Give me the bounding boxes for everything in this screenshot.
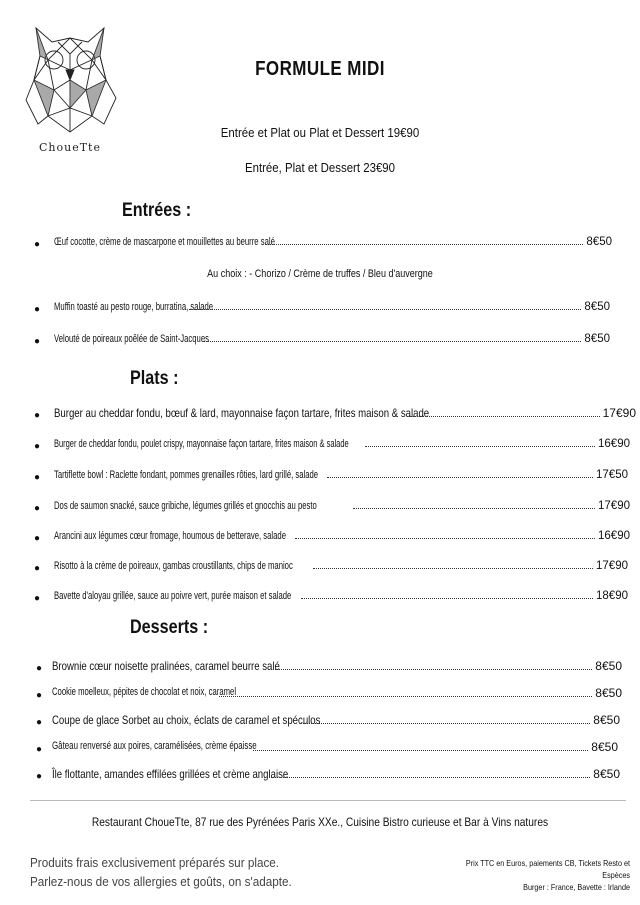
dessert-label: Coupe de glace Sorbet au choix, éclats de caramel et spéculos [52,713,321,727]
entrees-heading: Entrées : [122,200,192,221]
bullet: ● [36,771,43,782]
bullet: ● [34,304,41,315]
fresh-products-note [30,853,292,891]
dessert-row [216,686,622,700]
plat-row [310,560,628,572]
entree-options-note: Au choix : - Chorizo / Crème de truffes / Bleu d'auvergne [207,268,433,280]
bullet: ● [34,533,41,544]
plat-label: Arancini aux légumes cœur fromage, houmous de betterave, salade [54,530,286,542]
payment-notes [447,857,630,893]
entree-price: 8€50 [584,301,610,313]
plat-price: 17€90 [596,560,628,572]
bullet: ● [34,239,41,250]
entree-label: Œuf cocotte, crème de mascarpone et mouillettes au beurre salé [54,236,275,248]
dessert-row [298,713,620,727]
plat-price: 18€90 [596,590,628,602]
plat-row [298,590,628,602]
plat-row [362,438,630,450]
desserts-heading: Desserts : [130,617,209,638]
bullet: ● [36,663,43,674]
entree-row [262,236,612,248]
payment-note: Prix TTC en Euros, paiements CB, Tickets Resto et Espèces [465,858,630,880]
plat-price: 17€50 [596,469,628,481]
fresh-note-line-2: Parlez-nous de vos allergies et goûts, on s'adapte. [30,874,292,889]
dessert-row [250,740,618,754]
fresh-note-line-1: Produits frais exclusivement préparés sur place. [30,855,280,870]
dessert-price: 8€50 [593,713,620,727]
bullet: ● [36,690,43,701]
plat-price: 16€90 [598,438,630,450]
plat-row [350,500,630,512]
dessert-price: 8€50 [591,740,618,754]
entree-label: Velouté de poireaux poêlée de Saint-Jacques [54,333,209,345]
plat-row [404,406,636,420]
entree-price: 8€50 [584,333,610,345]
bullet: ● [36,744,43,755]
plat-label: Tartiflette bowl : Raclette fondant, pommes grenailles rôties, lard grillé, salade [54,469,319,481]
entree-price: 8€50 [586,236,612,248]
formula-two-courses: Entrée et Plat ou Plat et Dessert 19€90 [220,125,420,140]
dessert-price: 8€50 [595,686,622,700]
restaurant-address: Restaurant ChoueTte, 87 rue des Pyrénées Paris XXe., Cuisine Bistro curieuse et Bar à Vins natures [91,815,549,829]
plat-label: Dos de saumon snacké, sauce gribiche, légumes grillés et gnocchis au pesto [54,500,317,512]
plat-label: Burger de cheddar fondu, poulet crispy, mayonnaise façon tartare, frites maison & salade [54,438,349,450]
bullet: ● [34,593,41,604]
logo-text: ChoueTte [39,141,101,154]
entree-row [186,301,610,313]
meat-origin-note: Burger : France, Bavette : Irlande [523,882,630,892]
entree-label: Muffin toasté au pesto rouge, burratina, salade [54,301,214,313]
dessert-row [268,767,620,781]
plat-label: Risotto à la crème de poireaux, gambas croustillants, chips de manioc [54,560,293,572]
dessert-label: Gâteau renversé aux poires, caramélisées, crème épaisse [52,740,257,752]
entree-row [200,333,610,345]
plat-row [324,469,628,481]
footer-divider [30,800,626,801]
bullet: ● [34,336,41,347]
dessert-price: 8€50 [593,767,620,781]
dessert-price: 8€50 [595,659,622,673]
bullet: ● [34,441,41,452]
plat-price: 17€90 [598,500,630,512]
plat-label: Bavette d'aloyau grillée, sauce au poivre vert, purée maison et salade [54,590,292,602]
dessert-label: Brownie cœur noisette pralinées, caramel beurre salé [52,659,280,673]
bullet: ● [34,563,41,574]
dessert-label: Cookie moelleux, pépites de chocolat et noix, caramel [52,686,237,698]
bullet: ● [34,472,41,483]
bullet: ● [34,410,41,421]
plat-price: 17€90 [602,406,636,420]
page-title: FORMULE MIDI [255,58,385,80]
bullet: ● [36,717,43,728]
formula-three-courses: Entrée, Plat et Dessert 23€90 [244,160,396,175]
bullet: ● [34,503,41,514]
plat-label: Burger au cheddar fondu, bœuf & lard, mayonnaise façon tartare, frites maison & salade [54,406,430,420]
plat-row [292,530,630,542]
plat-price: 16€90 [598,530,630,542]
plats-heading: Plats : [130,368,179,389]
dessert-row [266,659,622,673]
dessert-label: Île flottante, amandes effilées grillées et crème anglaise [52,767,289,781]
